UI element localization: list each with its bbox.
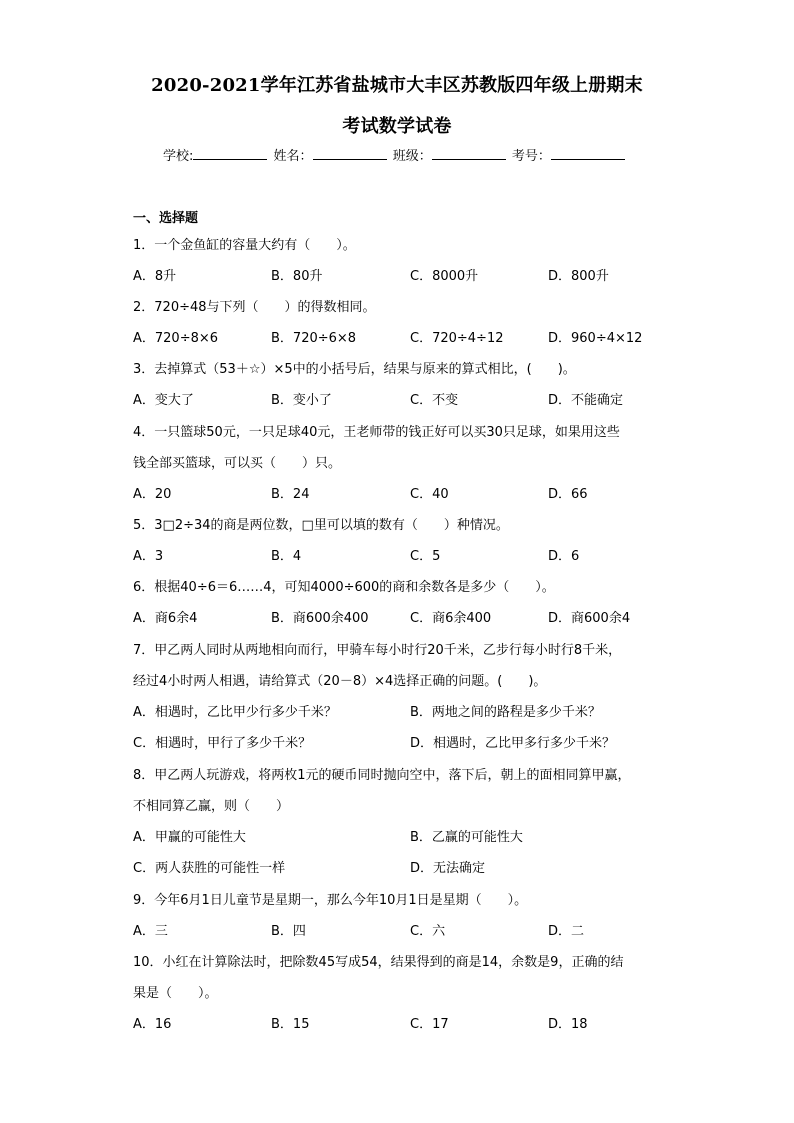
question-2-stem: 2．720÷48与下列（ ）的得数相同。 [133,300,376,315]
question-10-option-d: D．18 [548,1017,588,1032]
question-10-stem-line-1: 10．小红在计算除法时，把除数45写成54，结果得到的商是14，余数是9，正确的结 [133,955,624,970]
question-4-option-c: C．40 [410,487,449,502]
question-2-option-b: B．720÷6×8 [271,331,357,346]
question-9-option-b: B．四 [271,924,306,939]
question-1-option-a: A．8升 [133,269,177,284]
question-9-option-c: C．六 [410,924,446,939]
paper-title-line-1: 2020-2021学年江苏省盐城市大丰区苏教版四年级上册期末 [151,75,643,96]
question-9-option-d: D．二 [548,924,585,939]
question-9-option-a: A．三 [133,924,168,939]
question-8-option-b: B．乙赢的可能性大 [410,830,523,845]
question-7-option-b: B．两地之间的路程是多少千米？ [410,705,601,720]
question-7-stem-line-2: 经过4小时两人相遇，请给算式（20－8）×4选择正确的问题。( )。 [133,674,547,689]
question-1-stem: 1．一个金鱼缸的容量大约有（ ）。 [133,238,356,253]
class-blank[interactable] [432,148,506,160]
question-1-option-d: D．800升 [548,269,609,284]
question-8-option-a: A．甲赢的可能性大 [133,830,246,845]
paper-title-line-2: 考试数学试卷 [342,116,452,137]
question-6-stem: 6．根据40÷6＝6……4，可知4000÷600的商和余数各是多少（ ）。 [133,580,555,595]
question-8-stem-line-1: 8．甲乙两人玩游戏，将两枚1元的硬币同时抛向空中，落下后，朝上的面相同算甲赢， [133,768,631,783]
question-4-stem-line-1: 4．一只篮球50元，一只足球40元，王老师带的钱正好可以买30只足球，如果用这些 [133,425,620,440]
question-6-option-b: B．商600余400 [271,611,369,626]
question-5-option-c: C．5 [410,549,441,564]
question-5-option-b: B．4 [271,549,302,564]
question-10-option-c: C．17 [410,1017,449,1032]
question-6-option-a: A．商6余4 [133,611,198,626]
question-1-option-b: B．80升 [271,269,323,284]
question-2-option-d: D．960÷4×12 [548,331,643,346]
question-4-stem-line-2: 钱全部买篮球，可以买（ ）只。 [133,456,342,471]
question-3-option-c: C．不变 [410,393,459,408]
question-1-option-c: C．8000升 [410,269,479,284]
question-10-stem-line-2: 果是（ ）。 [133,986,218,1001]
student-info-row [163,145,627,164]
number-blank[interactable] [551,148,625,160]
question-6-option-d: D．商600余4 [548,611,631,626]
question-8-option-d: D．无法确定 [410,861,486,876]
question-4-option-a: A．20 [133,487,172,502]
question-8-option-c: C．两人获胜的可能性一样 [133,861,286,876]
question-7-option-a: A．相遇时，乙比甲少行多少千米？ [133,705,337,720]
school-label: 学校: [163,149,194,164]
question-2-option-c: C．720÷4÷12 [410,331,504,346]
question-3-stem: 3．去掉算式（53＋☆）×5中的小括号后，结果与原来的算式相比，( )。 [133,362,576,377]
question-3-option-a: A．变大了 [133,393,194,408]
question-7-option-d: D．相遇时，乙比甲多行多少千米？ [410,736,616,751]
class-label: 班级： [392,149,432,164]
name-blank[interactable] [313,148,387,160]
question-5-stem: 5．3□2÷34的商是两位数，□里可以填的数有（ ）种情况。 [133,518,509,533]
number-label: 考号： [511,149,551,164]
question-4-option-b: B．24 [271,487,310,502]
question-4-option-d: D．66 [548,487,588,502]
question-5-option-a: A．3 [133,549,164,564]
question-3-option-d: D．不能确定 [548,393,624,408]
question-9-stem: 9．今年6月1日儿童节是星期一，那么今年10月1日是星期（ ）。 [133,893,528,908]
question-8-stem-line-2: 不相同算乙赢，则（ ） [133,799,290,814]
question-5-option-d: D．6 [548,549,580,564]
question-10-option-a: A．16 [133,1017,172,1032]
section-title: 一、选择题 [133,211,199,226]
name-label: 姓名： [273,149,313,164]
question-10-option-b: B．15 [271,1017,310,1032]
question-7-stem-line-1: 7．甲乙两人同时从两地相向而行，甲骑车每小时行20千米，乙步行每小时行8千米， [133,643,622,658]
question-6-option-c: C．商6余400 [410,611,492,626]
school-blank[interactable] [193,148,267,160]
question-2-option-a: A．720÷8×6 [133,331,219,346]
question-7-option-c: C．相遇时，甲行了多少千米？ [133,736,312,751]
question-3-option-b: B．变小了 [271,393,332,408]
